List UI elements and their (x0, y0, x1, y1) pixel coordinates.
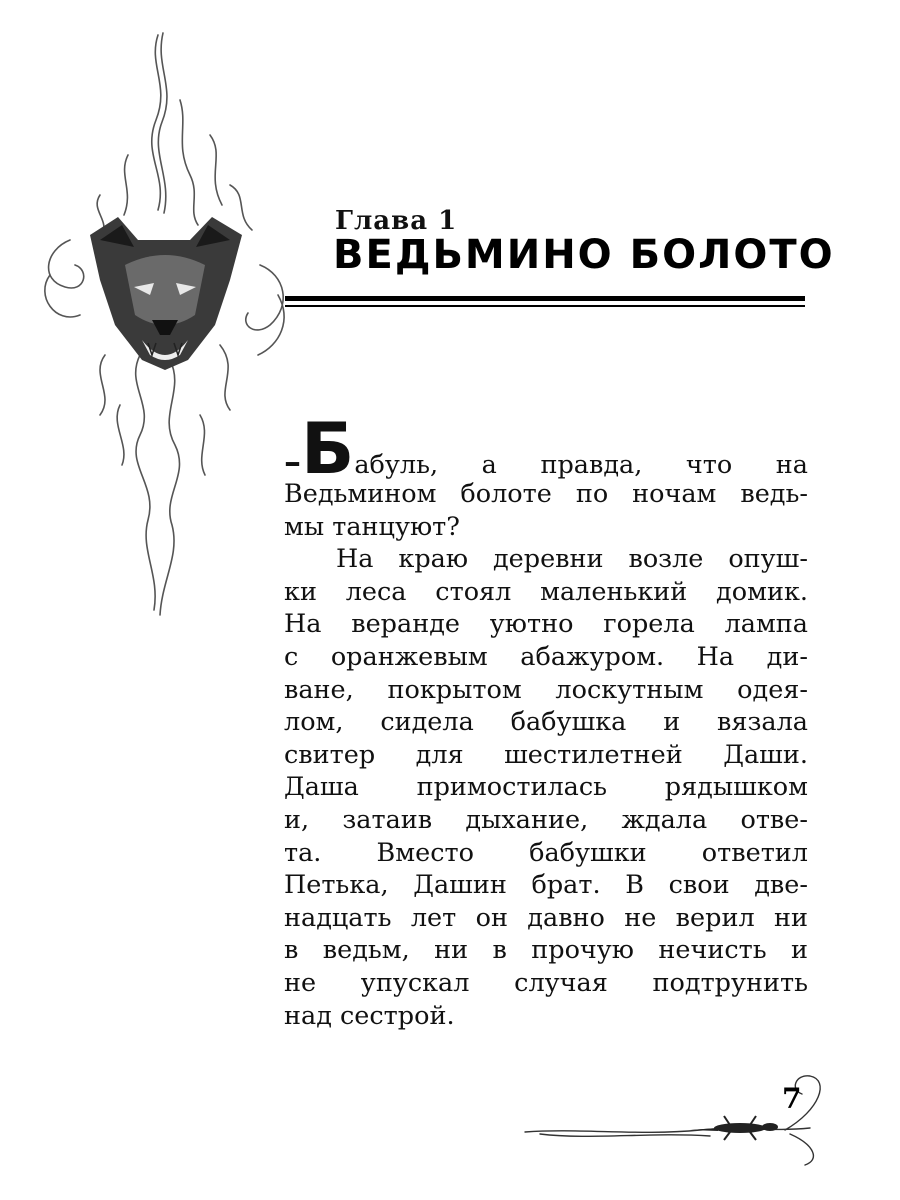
body-line: надцать лет он давно не верил ни (284, 902, 808, 933)
body-line: Петька, Дашин брат. В свои две- (284, 870, 808, 901)
dialogue-dash: – (284, 442, 301, 482)
body-line: На краю деревни возле опуш- (336, 544, 808, 575)
body-line: в ведьм, ни в прочую нечисть и (284, 935, 808, 966)
body-line: ки леса стоял маленький домик. (284, 576, 808, 607)
body-line: ване, покрытом лоскутным одея- (284, 674, 808, 705)
body-line: Ведьминoм болоте по ночам ведь- (284, 479, 808, 509)
body-line: та. Вместо бабушки ответил (284, 837, 808, 868)
body-line: лом, сидела бабушка и вязала (284, 707, 808, 738)
chapter-title: ВЕДЬМИНО БОЛОТО (333, 232, 835, 278)
body-line: мы танцуют? (284, 511, 460, 542)
body-line: не упускал случая подтрунить (284, 967, 808, 998)
body-line: Даша примостилась рядышком (284, 772, 808, 803)
body-line: над сестрой. (284, 1000, 455, 1031)
title-rule-thin (285, 305, 805, 307)
chapter-number: Глава 1 (335, 206, 458, 236)
body-line: и, затаив дыхание, ждала отве- (284, 804, 808, 835)
body-line (284, 408, 808, 490)
body-line: На веранде уютно горела лампа (284, 609, 808, 640)
page-number: 7 (782, 1082, 802, 1115)
wolf-illustration (30, 25, 300, 625)
body-line-text: абуль, а правда, что на (354, 450, 808, 480)
body-line: свитер для шестилетней Даши. (284, 739, 808, 770)
title-rule-thick (285, 296, 805, 301)
drop-cap: Б (301, 408, 355, 490)
body-line: с оранжевым абажуром. На ди- (284, 641, 808, 672)
body-text (284, 408, 808, 1032)
